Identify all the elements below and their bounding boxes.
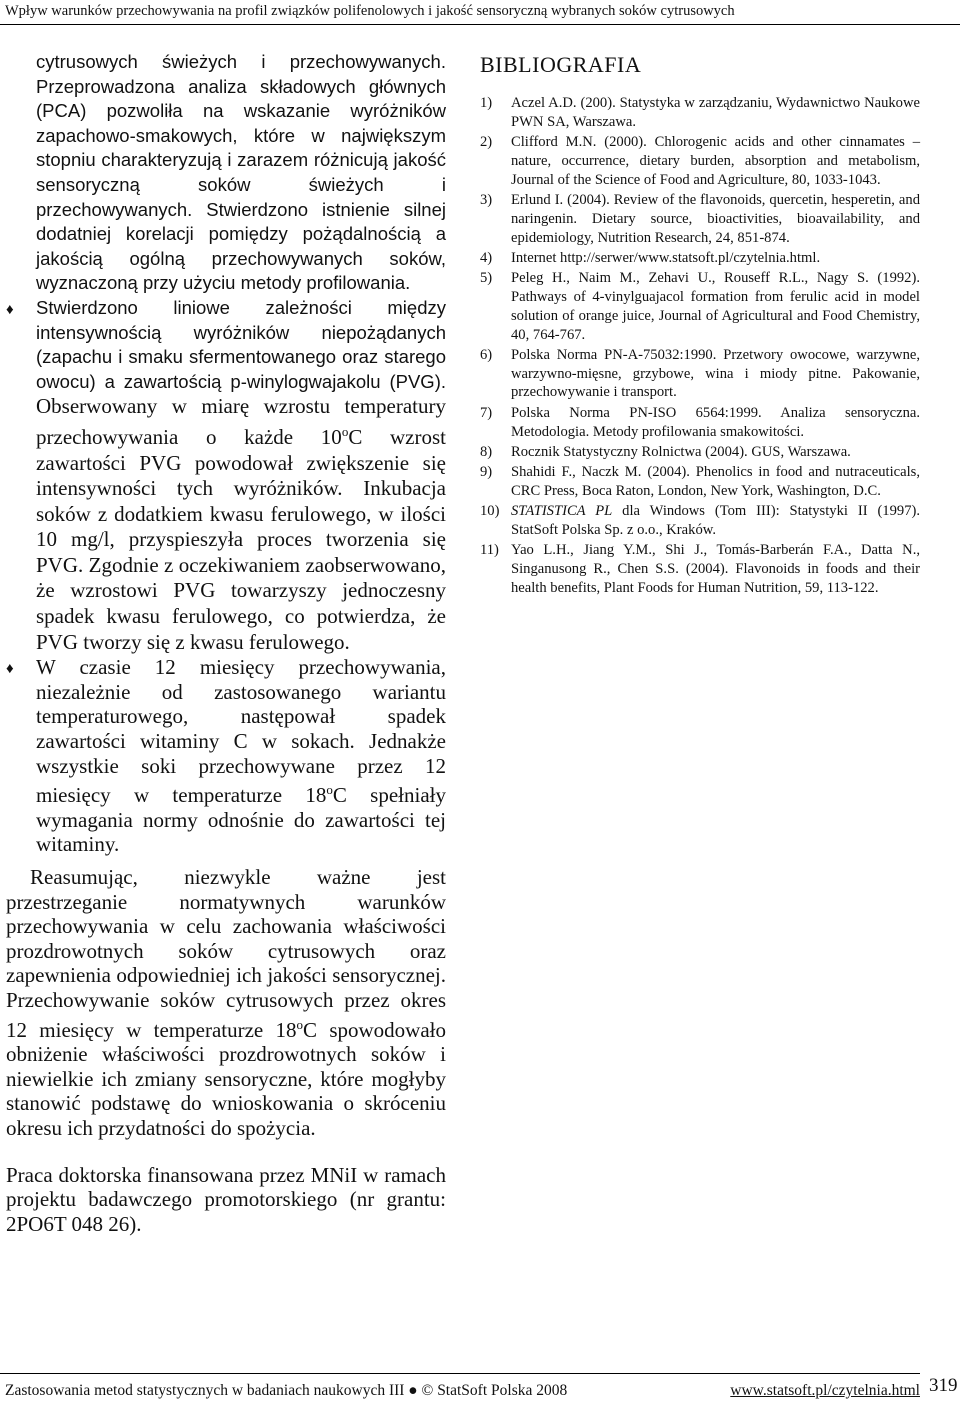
reference-number: 4) (480, 249, 493, 266)
summary-text-a: Reasumując, niezwykle ważne jest przestrzeganie normatywnych warunków przechowywania w celu zachowania właściwości prozdrowotnych soków cytrusowych oraz zapewnienia odpowiedniej ich jakości sensorycznej. Przechowywanie soków cytrusowych przez okres 12 miesięcy w temperaturze 18 (6, 865, 446, 1042)
degree-sup: o (326, 782, 333, 798)
reference-item (480, 191, 920, 247)
item3-text-b: C wzrost zawartości PVG powodował zwiększenie się intensywności tych wyróżników. Inkubacja soków z dodatkiem kwasu ferulowego, w ilości 10 mg/l, przyspieszyła proces tworzenia się PVG. Zgodnie z oczekiwaniem zaobserwowano, że wzrostowi PVG towarzyszy jednoczesny spadek kwasu ferulowego, co potwierdza, że PVG tworzy się z kwasu ferulowego. (36, 424, 446, 654)
reference-text: Erlund I. (2004). Review of the flavonoids, quercetin, hesperetin, and naringenin. Dietary source, bioactivities, bioavailability, and epidemiology, Nutrition Research, 24, 851-874. (511, 191, 920, 246)
reference-text: Rocznik Statystyczny Rolnictwa (2004). GUS, Warszawa. (511, 443, 851, 460)
reference-number: 6) (480, 346, 493, 363)
funding-paragraph: Praca doktorska finansowana przez MNiI w ramach projektu badawczego promotorskiego (nr grantu: 2PO6T 048 26). (6, 1162, 446, 1236)
header-rule (0, 24, 960, 25)
degree-sup: o (296, 1016, 304, 1032)
reference-number: 2) (480, 134, 493, 151)
reference-item (480, 541, 920, 597)
reference-item (480, 463, 920, 501)
summary-paragraph (6, 865, 446, 1141)
reference-text: dla Windows (Tom III): Statystyki II (1997). StatSoft Polska Sp. z o.o., Kraków. (511, 503, 921, 539)
right-column (480, 52, 920, 599)
reference-list (480, 94, 920, 598)
reference-text: Polska Norma PN-ISO 6564:1999. Analiza sensoryczna. Metodologia. Metody profilowania smakowitości. (511, 404, 920, 440)
item3-text-a: Obserwowany w miarę wzrostu temperatury przechowywania o każde 10 (36, 394, 446, 449)
footer-text: Zastosowania metod statystycznych w badaniach naukowych III ● © StatSoft Polska 2008 (5, 1382, 568, 1399)
reference-number: 8) (480, 443, 493, 460)
conclusion-item-4 (6, 655, 446, 857)
footer-rule (0, 1373, 920, 1374)
page-number: 319 (929, 1375, 958, 1396)
running-header: Wpływ warunków przechowywania na profil związków polifenolowych i jakość sensoryczną wybranych soków cytrusowych (5, 3, 735, 19)
reference-item (480, 94, 920, 132)
reference-item (480, 502, 920, 540)
reference-number: 9) (480, 464, 493, 481)
reference-item (480, 346, 920, 402)
item2-text: Stwierdzono liniowe zależności między intensywnością wyróżników niepożądanych (zapachu i smaku sfermentowanego oraz starego owocu) a zawartością p-winylogwajakolu (PVG). (36, 296, 446, 392)
left-column (6, 50, 446, 1236)
reference-number: 3) (480, 191, 493, 208)
running-footer (5, 1382, 920, 1400)
reference-text: Aczel A.D. (200). Statystyka w zarządzaniu, Wydawnictwo Naukowe PWN SA, Warszawa. (511, 95, 920, 130)
reference-italic-title: STATISTICA PL (511, 503, 613, 520)
reference-text: Internet http://serwer/www.statsoft.pl/czytelnia.html. (511, 249, 821, 266)
reference-text: Polska Norma PN-A-75032:1990. Przetwory owocowe, warzywne, warzywno-mięsne, grzybowe, wina i miody pitne. Pakowanie, przechowywanie i transport. (511, 346, 920, 401)
item4-text-a: W czasie 12 miesięcy przechowywania, niezależnie od zastosowanego wariantu temperaturowego, następował spadek zawartości witaminy C w sokach. Jednakże wszystkie soki przechowywane przez 12 miesięcy w temperaturze 18 (36, 655, 446, 808)
summary-text-b: C spowodowało obniżenie właściwości prozdrowotnych soków i niewielkie ich zmiany sensoryczne, które mogłyby stanowić podstawę do wnioskowania o skróceniu okresu ich przydatności do spożycia. (6, 1017, 446, 1140)
reference-item (480, 249, 920, 268)
item1-text: cytrusowych świeżych i przechowywanych. Przeprowadzona analiza składowych głównych (PCA) pozwoliła na wskazanie wyróżników zapachowo-smakowych, które w największym stopniu charakteryzują i zarazem różnicują jakość sensoryczną soków świeżych i przechowywanych. Stwierdzono istnienie silnej dodatniej korelacji pomiędzy pożądalnością a jakością ogólną przechowywanych soków, wyznaczoną przy użyciu metody profilowania. (36, 51, 446, 294)
diamond-bullet-icon: ♦ (6, 661, 14, 678)
reference-item (480, 133, 920, 189)
reference-text: Yao L.H., Jiang Y.M., Shi J., Tomás-Barberán F.A., Datta N., Singanusong R., Chen S.S. (2004). Flavonoids in foods and their health benefits, Plant Foods for Human Nutrition, 59, 113-122. (511, 542, 920, 596)
reference-number: 5) (480, 270, 493, 287)
reference-number: 7) (480, 404, 493, 421)
diamond-bullet-icon: ♦ (6, 300, 14, 318)
conclusion-item-2 (6, 296, 446, 655)
reference-text: Peleg H., Naim M., Zehavi U., Rouseff R.L., Nagy S. (1992). Pathways of 4-vinylguajacol formation from ferulic acid in model solution of orange juice, Journal of Agricultural and Food Chemistry, 40, 764-767. (511, 270, 920, 343)
footer-link[interactable]: www.statsoft.pl/czytelnia.html (730, 1382, 920, 1399)
conclusion-item-1 (6, 50, 446, 296)
reference-text: Shahidi F., Naczk M. (2004). Phenolics in food and nutraceuticals, CRC Press, Boca Raton, London, New York, Washington, D.C. (511, 464, 920, 499)
bibliography-title: BIBLIOGRAFIA (480, 52, 642, 77)
reference-text: Clifford M.N. (2000). Chlorogenic acids and other cinnamates – nature, occurrence, dietary burden, absorption and metabolism, Journal of the Science of Food and Agriculture, 80, 1033-1043. (511, 134, 920, 188)
reference-item (480, 443, 920, 462)
item4-text-b: C spełniały wymagania normy odnośnie do zawartości tej witaminy. (36, 783, 446, 857)
reference-number: 1) (480, 95, 493, 111)
reference-item (480, 404, 920, 442)
degree-sup: o (341, 423, 349, 439)
reference-number: 10) (480, 503, 500, 520)
reference-item (480, 269, 920, 344)
reference-number: 11) (480, 542, 499, 559)
